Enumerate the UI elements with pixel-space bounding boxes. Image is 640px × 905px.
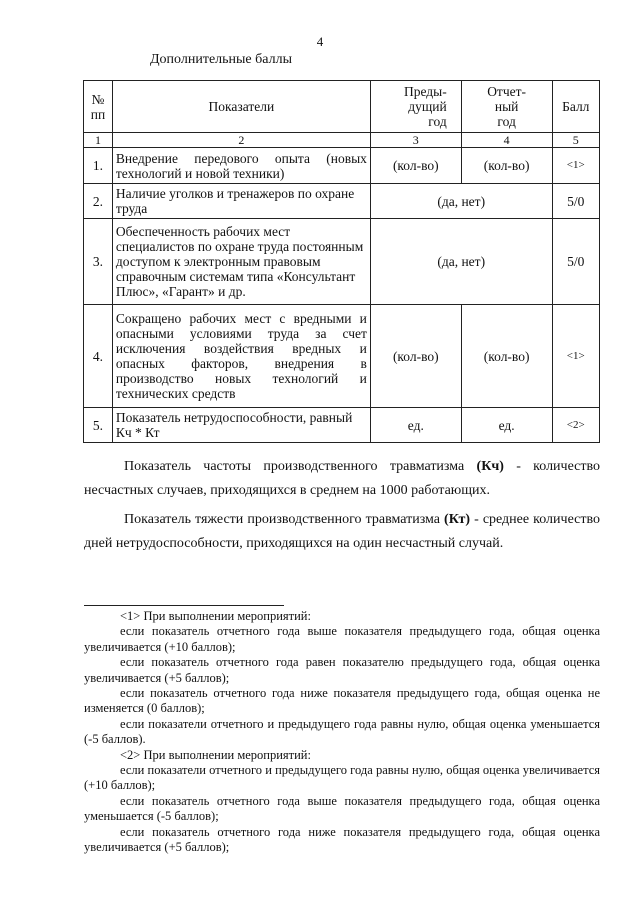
row-indicator: Сокращено рабочих мест с вредными и опасными условиями труда за счет исключения воздействия вредных и опасных факторов, внедрения в производство новых технологий и технических средств bbox=[112, 305, 370, 408]
row-merged-value: (да, нет) bbox=[370, 219, 552, 305]
paragraph-frequency-definition: - количество несчастных случаев, приходящихся в среднем на 1000 работающих. bbox=[84, 459, 600, 498]
column-number: 4 bbox=[461, 133, 552, 148]
paragraph-severity bbox=[84, 508, 600, 556]
row-score: <2> bbox=[552, 408, 599, 443]
row-number: 5. bbox=[84, 408, 113, 443]
column-number: 5 bbox=[552, 133, 599, 148]
table-row bbox=[84, 184, 600, 219]
paragraph-frequency bbox=[84, 455, 600, 503]
paragraph-severity-symbol: (Кт) bbox=[444, 512, 471, 527]
row-score: <1> bbox=[552, 305, 599, 408]
row-indicator: Обеспеченность рабочих мест специалистов по охране труда постоянным доступом к электронным правовым справочным системам типа «Консультант Плюс», «Гарант» и др. bbox=[112, 219, 370, 305]
row-number: 4. bbox=[84, 305, 113, 408]
row-number: 3. bbox=[84, 219, 113, 305]
row-score: 5/0 bbox=[552, 219, 599, 305]
row-score: 5/0 bbox=[552, 184, 599, 219]
footnote-1-item: если показатель отчетного года ниже показателя предыдущего года, общая оценка не изменяется (0 баллов); bbox=[84, 686, 600, 716]
table-row bbox=[84, 148, 600, 184]
row-indicator: Показатель нетрудоспособности, равный Кч * Кт bbox=[112, 408, 370, 443]
paragraph-severity-text: Показатель тяжести производственного травматизма bbox=[124, 512, 445, 527]
header-report-year: Отчет- ный год bbox=[461, 81, 552, 133]
row-prev-value: (кол-во) bbox=[370, 305, 461, 408]
row-indicator: Внедрение передового опыта (новых технологий и новой техники) bbox=[112, 148, 370, 184]
table-row bbox=[84, 219, 600, 305]
header-row bbox=[84, 81, 600, 133]
column-number: 2 bbox=[112, 133, 370, 148]
footnote-2-title: При выполнении мероприятий: bbox=[140, 747, 311, 762]
footnote-2-item: если показатели отчетного и предыдущего года равны нулю, общая оценка увеличивается (+10 баллов); bbox=[84, 763, 600, 793]
section-title: Дополнительные баллы bbox=[150, 52, 292, 67]
header-indicator: Показатели bbox=[112, 81, 370, 133]
row-score: <1> bbox=[552, 148, 599, 184]
column-numbers-row bbox=[84, 133, 600, 148]
row-prev-value: (кол-во) bbox=[370, 148, 461, 184]
header-score: Балл bbox=[552, 81, 599, 133]
paragraph-severity-definition: - среднее количество дней нетрудоспособности, приходящихся на один несчастный случай. bbox=[84, 512, 600, 551]
footnote-1-item: если показатели отчетного и предыдущего года равны нулю, общая оценка уменьшается (-5 баллов). bbox=[84, 716, 600, 747]
row-prev-value: ед. bbox=[370, 408, 461, 443]
footnote-divider bbox=[84, 605, 284, 606]
row-report-value: ед. bbox=[461, 408, 552, 443]
paragraph-frequency-text: Показатель частоты производственного травматизма bbox=[124, 459, 477, 474]
row-number: 2. bbox=[84, 184, 113, 219]
footnote-2-item: если показатель отчетного года ниже показателя предыдущего года, общая оценка увеличивается (+5 баллов); bbox=[84, 824, 600, 855]
paragraph-frequency-symbol: (Кч) bbox=[476, 459, 504, 474]
footnote-2-label: <2> bbox=[120, 747, 141, 762]
footnotes bbox=[84, 609, 600, 856]
row-number: 1. bbox=[84, 148, 113, 184]
footnote-1-title: При выполнении мероприятий: bbox=[140, 609, 311, 623]
column-number: 1 bbox=[84, 133, 113, 148]
row-indicator: Наличие уголков и тренажеров по охране труда bbox=[112, 184, 370, 219]
row-report-value: (кол-во) bbox=[461, 305, 552, 408]
scores-table bbox=[83, 80, 600, 443]
footnote-2-heading bbox=[84, 748, 600, 763]
footnote-2-item: если показатель отчетного года выше показателя предыдущего года, общая оценка уменьшается (-5 баллов); bbox=[84, 793, 600, 824]
footnote-1-heading bbox=[84, 609, 600, 624]
header-prev-year: Преды- дущий год bbox=[370, 81, 461, 133]
footnote-1-label: <1> bbox=[120, 609, 141, 623]
page-number: 4 bbox=[316, 34, 324, 49]
table-row bbox=[84, 305, 600, 408]
footnote-1-item: если показатель отчетного года равен показателю предыдущего года, общая оценка увеличивается (+5 баллов); bbox=[84, 655, 600, 685]
header-num: № пп bbox=[84, 81, 113, 133]
row-merged-value: (да, нет) bbox=[370, 184, 552, 219]
table-row bbox=[84, 408, 600, 443]
row-report-value: (кол-во) bbox=[461, 148, 552, 184]
column-number: 3 bbox=[370, 133, 461, 148]
footnote-1-item: если показатель отчетного года выше показателя предыдущего года, общая оценка увеличивается (+10 баллов); bbox=[84, 624, 600, 654]
